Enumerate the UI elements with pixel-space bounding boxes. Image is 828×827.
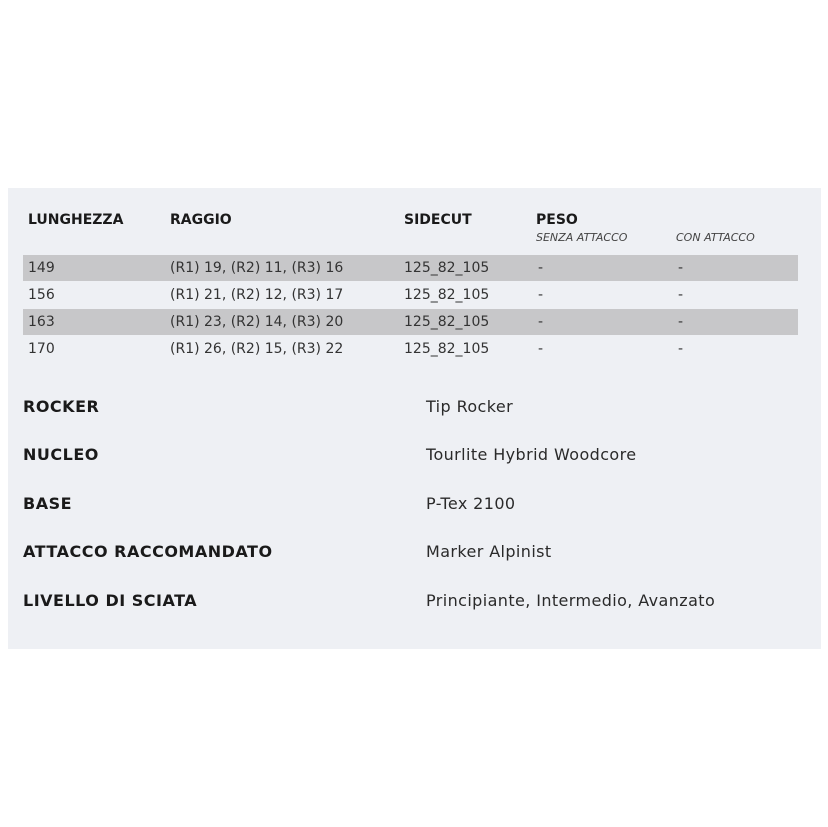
spec-value-level: Principiante, Intermedio, Avanzato bbox=[426, 591, 716, 610]
header-weight: PESO bbox=[536, 212, 578, 228]
table-row bbox=[23, 309, 798, 335]
header-sidecut: SIDECUT bbox=[404, 212, 472, 228]
spec-label-base: BASE bbox=[23, 494, 73, 513]
cell-sidecut: 125_82_105 bbox=[404, 341, 490, 357]
spec-label-core: NUCLEO bbox=[23, 445, 99, 464]
cell-weight-with: - bbox=[678, 314, 684, 330]
cell-length: 163 bbox=[28, 314, 55, 330]
spec-label-level: LIVELLO DI SCIATA bbox=[23, 591, 198, 610]
cell-weight-without: - bbox=[538, 287, 544, 303]
cell-weight-with: - bbox=[678, 260, 684, 276]
cell-sidecut: 125_82_105 bbox=[404, 287, 490, 303]
cell-sidecut: 125_82_105 bbox=[404, 314, 490, 330]
cell-length: 149 bbox=[28, 260, 55, 276]
table-row bbox=[23, 255, 798, 281]
spec-panel bbox=[8, 188, 821, 649]
cell-sidecut: 125_82_105 bbox=[404, 260, 490, 276]
cell-length: 170 bbox=[28, 341, 55, 357]
cell-radius: (R1) 19, (R2) 11, (R3) 16 bbox=[170, 260, 344, 276]
cell-radius: (R1) 26, (R2) 15, (R3) 22 bbox=[170, 341, 344, 357]
cell-weight-with: - bbox=[678, 341, 684, 357]
table-row bbox=[23, 336, 798, 362]
cell-length: 156 bbox=[28, 287, 55, 303]
cell-weight-without: - bbox=[538, 260, 544, 276]
table-row bbox=[23, 282, 798, 308]
spec-value-binding: Marker Alpinist bbox=[426, 542, 552, 561]
header-weight-with: CON ATTACCO bbox=[676, 231, 755, 244]
spec-label-binding: ATTACCO RACCOMANDATO bbox=[23, 542, 273, 561]
header-radius: RAGGIO bbox=[170, 212, 232, 228]
cell-weight-without: - bbox=[538, 341, 544, 357]
cell-radius: (R1) 23, (R2) 14, (R3) 20 bbox=[170, 314, 344, 330]
header-length: LUNGHEZZA bbox=[28, 212, 124, 228]
header-weight-without: SENZA ATTACCO bbox=[536, 231, 628, 244]
spec-value-core: Tourlite Hybrid Woodcore bbox=[426, 445, 637, 464]
cell-weight-with: - bbox=[678, 287, 684, 303]
cell-radius: (R1) 21, (R2) 12, (R3) 17 bbox=[170, 287, 344, 303]
cell-weight-without: - bbox=[538, 314, 544, 330]
spec-label-rocker: ROCKER bbox=[23, 397, 100, 416]
spec-value-rocker: Tip Rocker bbox=[426, 397, 514, 416]
spec-value-base: P-Tex 2100 bbox=[426, 494, 516, 513]
